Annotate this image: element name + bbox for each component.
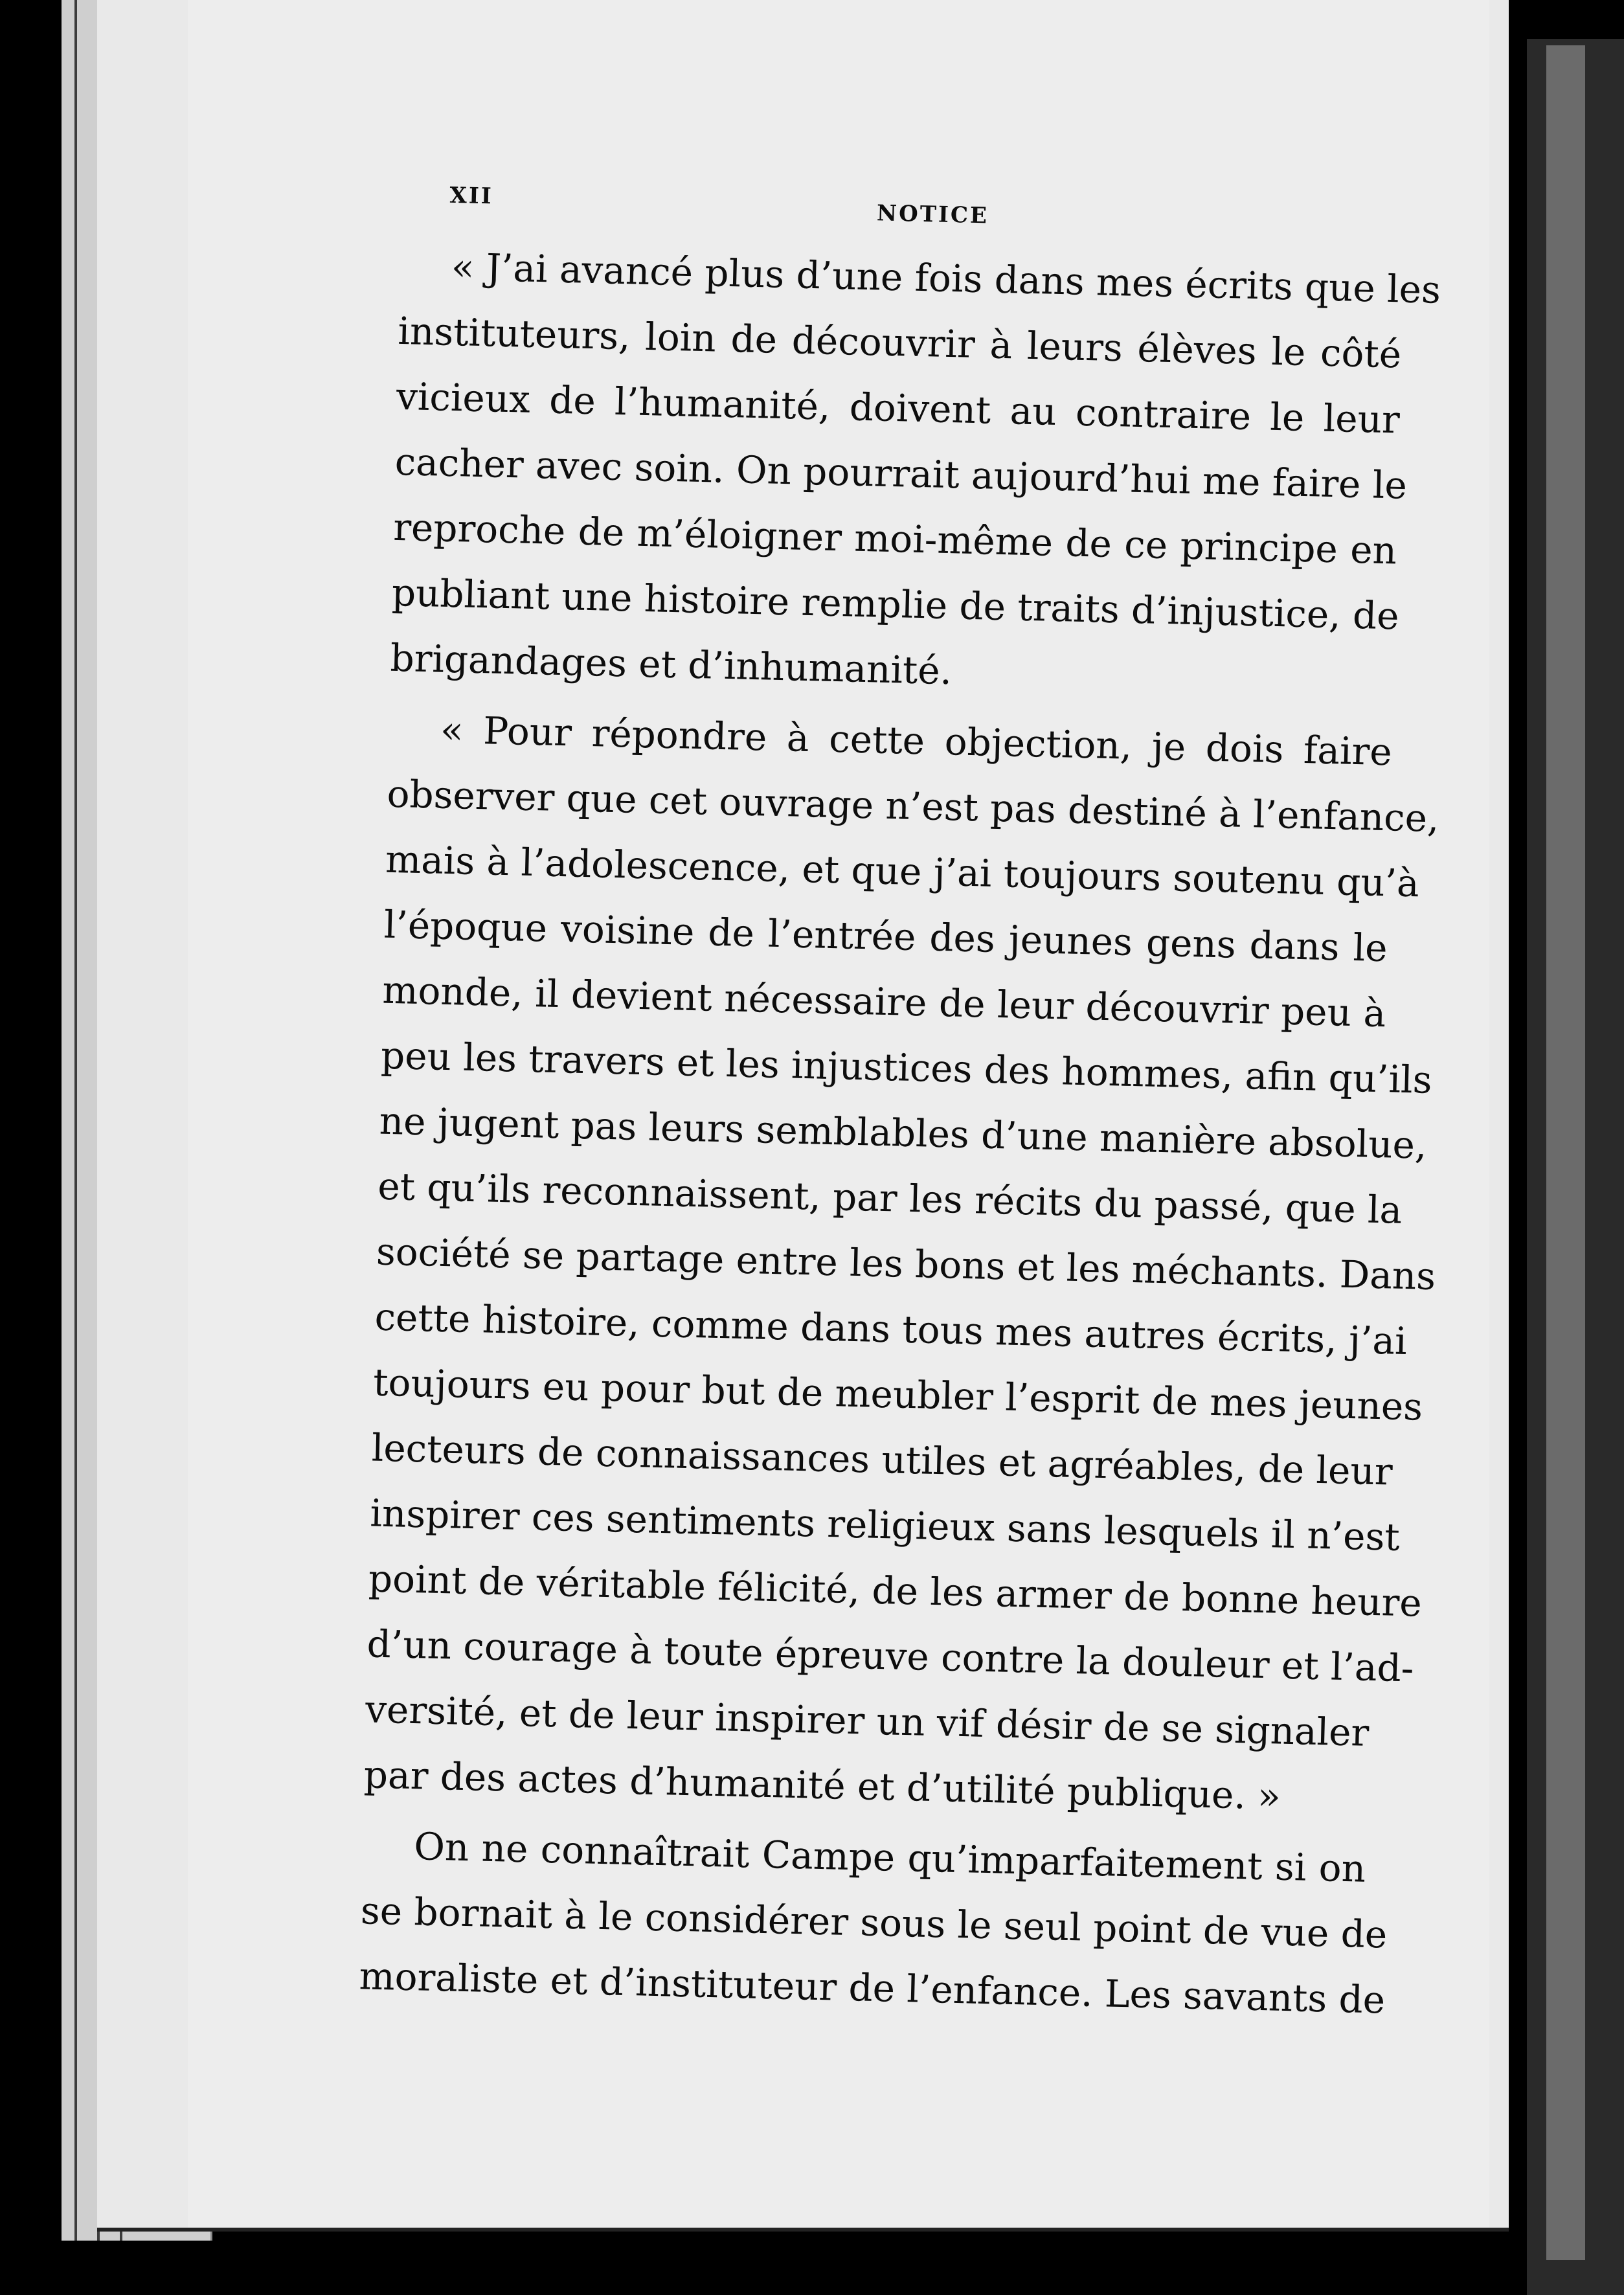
text-line: toujours eu pour but de meubler l’esprit de mes jeunes: [372, 1360, 1423, 1429]
text-line: peu les travers et les injustices des hommes, afin qu’ils: [380, 1033, 1433, 1102]
text-line: lecteurs de connaissances utiles et agréables, de leur: [371, 1425, 1393, 1494]
text-line: « Pour répondre à cette objection, je dois faire: [440, 707, 1393, 774]
text-block: [358, 181, 1441, 2033]
text-line: « J’ai avancé plus d’une fois dans mes écrits que les: [451, 244, 1441, 312]
paragraph-2: [363, 696, 1440, 1831]
text-line: inspirer ces sentiments religieux sans lesquels il n’est: [369, 1491, 1401, 1559]
text-line: moraliste et d’instituteur de l’enfance. Les savants de: [358, 1954, 1386, 2022]
text-line: vicieux de l’humanité, doivent au contraire le leur: [396, 374, 1401, 442]
text-line: monde, il devient nécessaire de leur découvrir peu à: [381, 967, 1386, 1036]
text-line: observer que cet ouvrage n’est pas destiné à l’enfance,: [386, 771, 1440, 841]
text-line: l’époque voisine de l’entrée des jeunes gens dans le: [383, 902, 1388, 971]
paragraph-3: [358, 1813, 1388, 2032]
text-line: instituteurs, loin de découvrir à leurs élèves le côté: [397, 308, 1402, 377]
binding-highlight: [1546, 45, 1585, 2260]
text-line: ne jugent pas leurs semblables d’une manière absolue,: [379, 1098, 1428, 1168]
paragraph-1: [389, 233, 1441, 714]
text-line: et qu’ils reconnaissent, par les récits du passé, que la: [377, 1164, 1403, 1232]
text-line: brigandages et d’inhumanité.: [389, 635, 953, 694]
running-title: NOTICE: [876, 200, 989, 229]
text-line: cette histoire, comme dans tous mes autres écrits, j’ai: [374, 1294, 1408, 1364]
edge-line: [74, 0, 77, 2241]
text-line: versité, et de leur inspirer un vif désir de se signaler: [365, 1687, 1370, 1755]
text-line: point de véritable félicité, de les armer de bonne heure: [368, 1556, 1423, 1625]
text-line: mais à l’adolescence, et que j’ai toujours soutenu qu’à: [385, 837, 1420, 906]
text-line: d’un courage à toute épreuve contre la douleur et l’ad-: [366, 1622, 1415, 1691]
page-number: XII: [449, 182, 494, 210]
text-line: publiant une histoire remplie de traits d’injustice, de: [391, 570, 1400, 639]
text-line: société se partage entre les bons et les méchants. Dans: [376, 1229, 1436, 1299]
text-line: cacher avec soin. On pourrait aujourd’hui me faire le: [394, 439, 1408, 508]
text-line: reproche de m’éloigner moi-même de ce principe en: [392, 504, 1397, 573]
text-line: se bornait à le considérer sous le seul point de vue de: [360, 1888, 1388, 1957]
text-line: On ne connaîtrait Campe qu’imparfaitement si on: [413, 1824, 1366, 1891]
text-line: par des actes d’humanité et d’utilité publique. »: [363, 1752, 1281, 1818]
